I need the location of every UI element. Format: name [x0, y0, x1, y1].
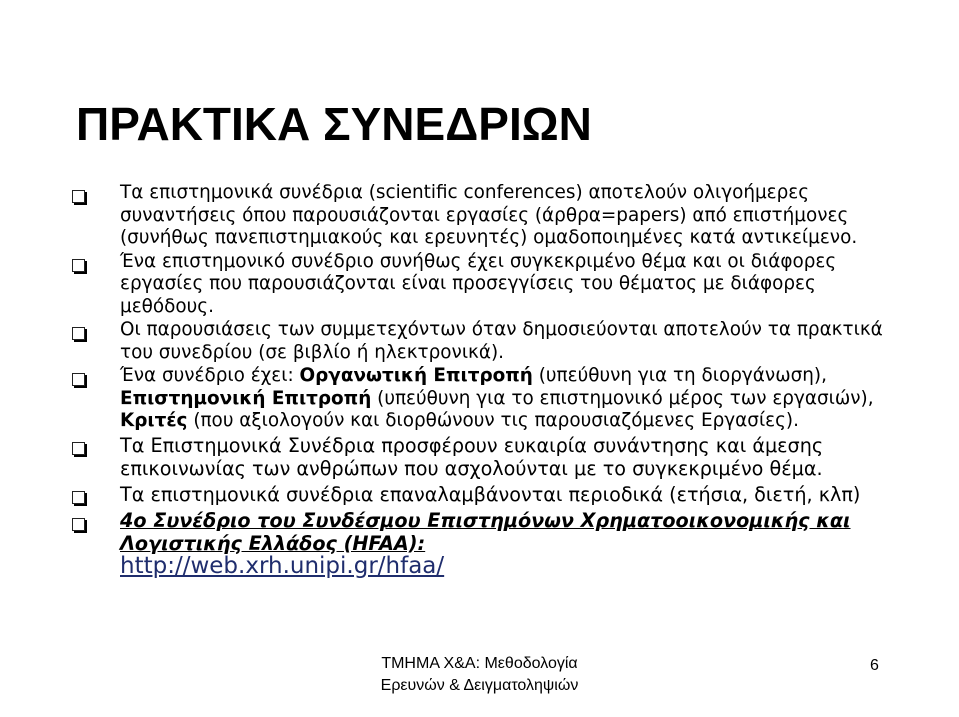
- square-bullet-icon: [72, 491, 85, 504]
- bullet-list: [72, 182, 902, 578]
- bullet-text: Τα επιστημονικά συνέδρια (scientific conferences) αποτελούν ολιγοήμερες συναντήσεις όπου παρουσιάζονται εργασίες (άρθρα=papers) από επιστήμονες (συνήθως πανεπιστημιακούς και ερευνητές) ομαδοποιημένες κατά αντικείμενο.: [120, 182, 858, 248]
- bullet-item: [72, 251, 902, 319]
- bullet-item: [72, 434, 902, 480]
- organizing-committee-label: Οργανωτική Επιτροπή: [299, 365, 533, 386]
- bullet-item: [72, 365, 902, 433]
- conference-heading: 4ο Συνέδριο του Συνδέσμου Επιστημόνων Χρηματοοικονομικής και Λογιστικής Ελλάδος (HFAA):: [120, 508, 851, 555]
- scientific-committee-label: Επιστημονική Επιτροπή: [120, 387, 372, 409]
- footer: [0, 653, 959, 697]
- bullet-item: [72, 182, 902, 250]
- bullet-item: [72, 509, 902, 578]
- bullet-text: Τα Επιστημονικά Συνέδρια προσφέρουν ευκαιρία συνάντησης και άμεσης επικοινωνίας των ανθρώπων που ασχολούνται με το συγκεκριμένο θέμα.: [120, 433, 824, 480]
- footer-line-2: Ερευνών & Δειγματοληψιών: [380, 677, 579, 694]
- square-bullet-icon: [72, 259, 85, 272]
- bullet-intro: Ένα συνέδριο έχει:: [120, 365, 300, 386]
- square-bullet-icon: [72, 442, 85, 455]
- square-bullet-icon: [72, 190, 85, 203]
- bullet-item: [72, 483, 902, 506]
- square-bullet-icon: [72, 373, 85, 386]
- bullet-item: [72, 319, 902, 364]
- bullet-text: Ένα επιστημονικό συνέδριο συνήθως έχει συγκεκριμένο θέμα και οι διάφορες εργασίες που παρουσιάζονται είναι προσεγγίσεις του θέματος με διάφορες μεθόδους.: [120, 250, 837, 317]
- bullet-text: Οι παρουσιάσεις των συμμετεχόντων όταν δημοσιεύονται αποτελούν τα πρακτικά του συνεδρίου (σε βιβλίο ή ηλεκτρονικά).: [120, 319, 883, 363]
- hfaa-link[interactable]: http://web.xrh.unipi.gr/hfaa/: [120, 552, 445, 579]
- square-bullet-icon: [72, 518, 85, 531]
- scientific-committee-desc: (υπεύθυνη για το επιστημονικό μέρος των εργασιών),: [371, 387, 874, 409]
- organizing-committee-desc: (υπεύθυνη για τη διοργάνωση),: [532, 365, 827, 386]
- page-number: 6: [870, 657, 879, 674]
- square-bullet-icon: [72, 327, 85, 340]
- bullet-text: Τα επιστημονικά συνέδρια επαναλαμβάνονται περιοδικά (ετήσια, διετή, κλπ): [120, 482, 861, 506]
- judges-desc: (που αξιολογούν και διορθώνουν τις παρουσιαζόμενες Εργασίες).: [187, 410, 799, 431]
- slide-title: ΠΡΑΚΤΙΚΑ ΣΥΝΕΔΡΙΩΝ: [76, 98, 592, 150]
- judges-label: Κριτές: [120, 410, 188, 431]
- footer-line-1: ΤΜΗΜΑ Χ&Α: Μεθοδολογία: [381, 655, 578, 672]
